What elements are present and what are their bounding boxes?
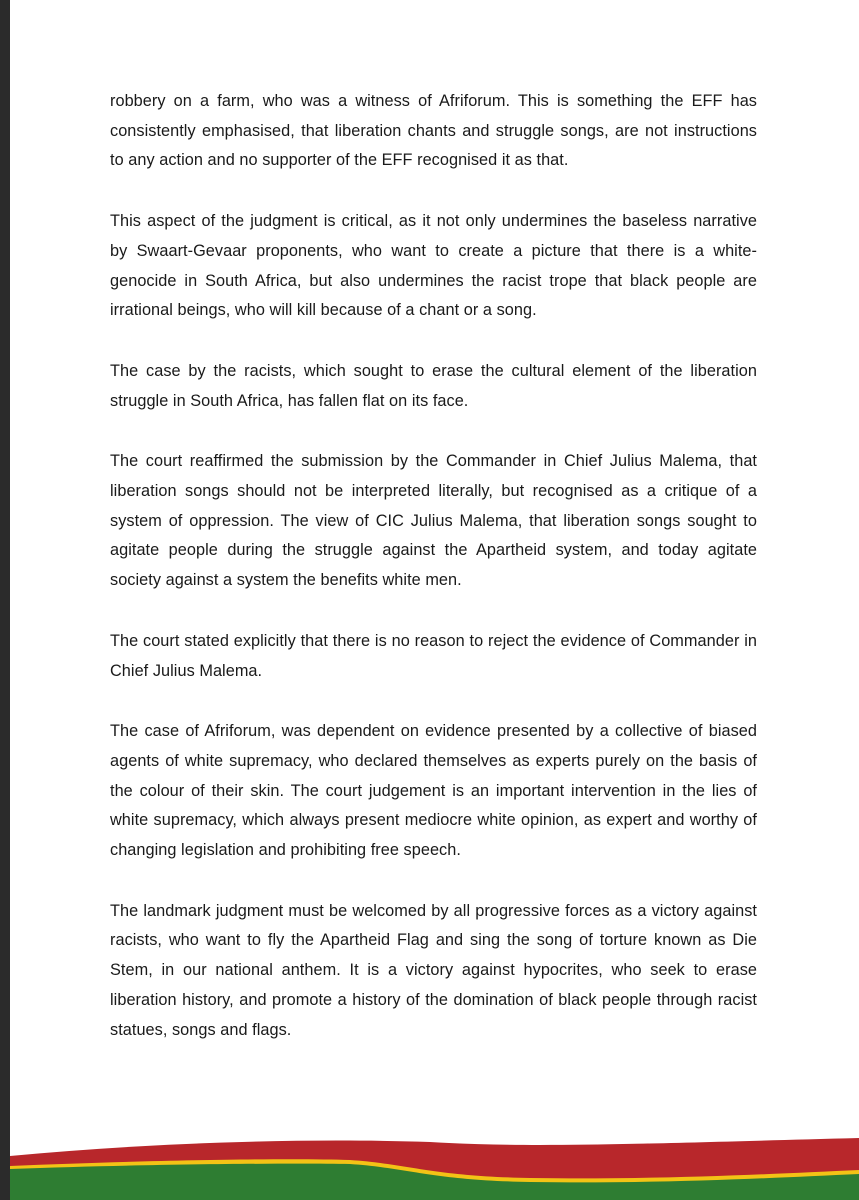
- paragraph-3: The case by the racists, which sought to erase the cultural element of the liberation struggle in South Africa, has fallen flat on its face.: [110, 361, 757, 410]
- paragraph-2: This aspect of the judgment is critical, as it not only undermines the baseless narrative by Swaart-Gevaar proponents, who want to create a picture that there is a white-genocide in South Africa, but also undermines the racist trope that black people are irrational beings, who will kill because of a chant or a song.: [110, 212, 757, 320]
- footer-flag-band: [10, 1136, 859, 1200]
- page-edge-border: [0, 0, 10, 1200]
- paragraph-5: The court stated explicitly that there is no reason to reject the evidence of Commander in Chief Julius Malema.: [110, 631, 757, 680]
- paragraph-1: robbery on a farm, who was a witness of Afriforum. This is something the EFF has consistently emphasised, that liberation chants and struggle songs, are not instructions to any action and no supporter of the EFF recognised it as that.: [110, 92, 757, 170]
- paragraph-6: The case of Afriforum, was dependent on evidence presented by a collective of biased agents of white supremacy, who declared themselves as experts purely on the basis of the colour of their skin. The court judgement is an important intervention in the lies of white supremacy, which always present mediocre white opinion, as expert and worthy of changing legislation and prohibiting free speech.: [110, 722, 757, 860]
- document-body: [110, 87, 757, 1076]
- paragraph-7: The landmark judgment must be welcomed by all progressive forces as a victory against racists, who want to fly the Apartheid Flag and sing the song of torture known as Die Stem, in our national anthem. It is a victory against hypocrites, who seek to erase liberation history, and promote a history of the domination of black people through racist statues, songs and flags.: [110, 901, 757, 1039]
- paragraph-4: The court reaffirmed the submission by the Commander in Chief Julius Malema, that liberation songs should not be interpreted literally, but recognised as a critique of a system of oppression. The view of CIC Julius Malema, that liberation songs sought to agitate people during the struggle against the Apartheid system, and today agitate society against a system the benefits white men.: [110, 452, 757, 590]
- document-page: [10, 0, 859, 1200]
